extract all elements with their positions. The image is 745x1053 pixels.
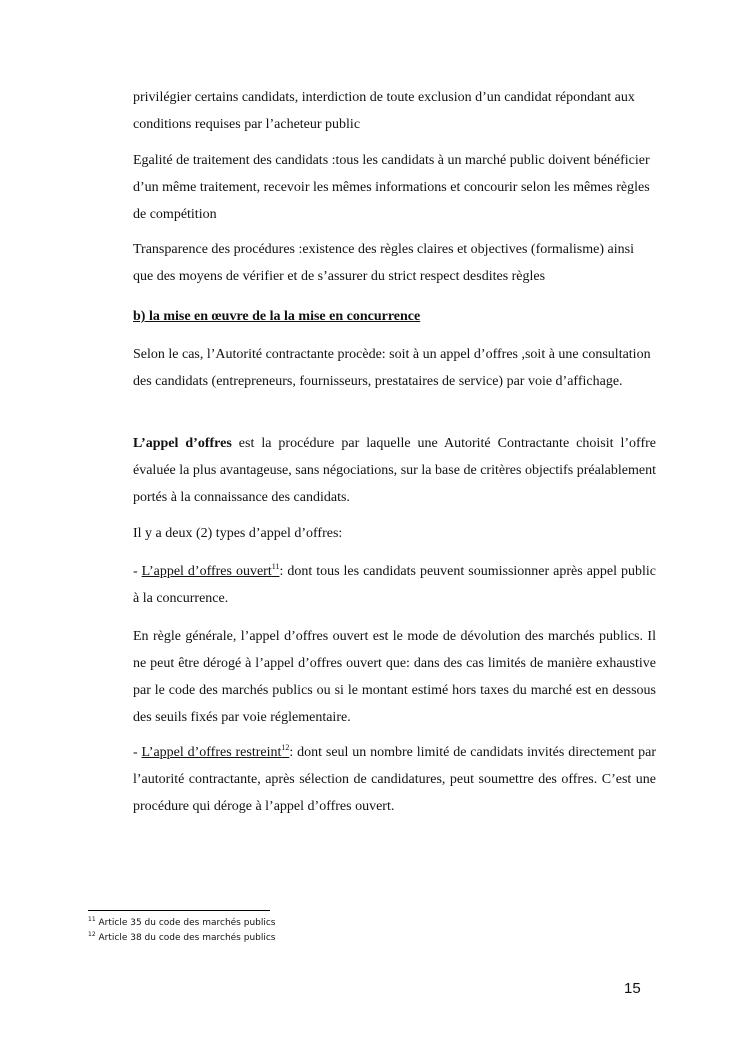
- term-appel-offres: L’appel d’offres: [133, 436, 232, 451]
- footnote-text: Article 35 du code des marchés publics: [98, 918, 276, 928]
- footnote-12: [88, 931, 276, 945]
- paragraph-general-rule: En règle générale, l’appel d’offres ouvert est le mode de dévolution des marchés publics. Il ne peut être dérogé à l’appel d’offres ouvert que: dans des cas limités de manière exhaustive par le code des marchés publics ou si le montant estimé hors taxes du marché est en dessous des seuils fixés par voie réglementaire.: [133, 629, 656, 725]
- footnote-ref-12[interactable]: 12: [281, 743, 290, 752]
- footnote-number: 12: [88, 931, 96, 938]
- definition-text: est la procédure par laquelle une Autorité Contractante choisit l’offre évaluée la plus avantageuse, sans négociations, sur la base de critères objectifs préalablement portés à la connaissance des candidats.: [133, 436, 656, 505]
- paragraph-types: Il y a deux (2) types d’appel d’offres:: [133, 526, 343, 541]
- paragraph-appel-offres-definition: [133, 430, 656, 511]
- paragraph-procedure: Selon le cas, l’Autorité contractante procède: soit à un appel d’offres ,soit à une consultation des candidats (entrepreneurs, fournisseurs, prestataires de service) par voie d’affichage.: [133, 347, 651, 389]
- term-appel-ouvert-text: L’appel d’offres ouvert: [141, 564, 272, 579]
- term-appel-restreint: [142, 745, 290, 760]
- list-dash: -: [133, 745, 142, 760]
- paragraph-transparency: Transparence des procédures :existence des règles claires et objectives (formalisme) ainsi que des moyens de vérifier et de s’assurer du strict respect desdites règles: [133, 242, 634, 284]
- list-dash: -: [133, 564, 142, 579]
- footnote-separator: [88, 910, 270, 911]
- section-heading-b: b) la mise en œuvre de la la mise en concurrence: [133, 309, 421, 324]
- paragraph-equal-treatment: Egalité de traitement des candidats :tous les candidats à un marché public doivent bénéficier d’un même traitement, recevoir les mêmes informations et concourir selon les mêmes règles de compétition: [133, 153, 650, 222]
- footnote-text: Article 38 du code des marchés publics: [98, 933, 276, 943]
- paragraph-appel-restreint: [133, 739, 656, 820]
- page-number: 15: [624, 980, 641, 997]
- appel-ouvert-text: : dont tous les candidats peuvent soumissionner après appel public à la concurrence.: [133, 564, 656, 606]
- footnote-number: 11: [88, 916, 96, 923]
- paragraph-1: privilégier certains candidats, interdiction de toute exclusion d’un candidat répondant aux conditions requises par l’acheteur public: [133, 90, 635, 132]
- appel-restreint-text: : dont seul un nombre limité de candidats invités directement par l’autorité contractante, après sélection de candidatures, peut soumettre des offres. C’est une procédure qui déroge à l’appel d’offres ouvert.: [133, 745, 656, 814]
- paragraph-appel-ouvert: [133, 558, 656, 612]
- term-appel-restreint-text: L’appel d’offres restreint: [141, 745, 282, 760]
- footnote-ref-11[interactable]: 11: [271, 562, 280, 571]
- term-appel-ouvert: [142, 564, 280, 579]
- footnote-11: [88, 916, 276, 930]
